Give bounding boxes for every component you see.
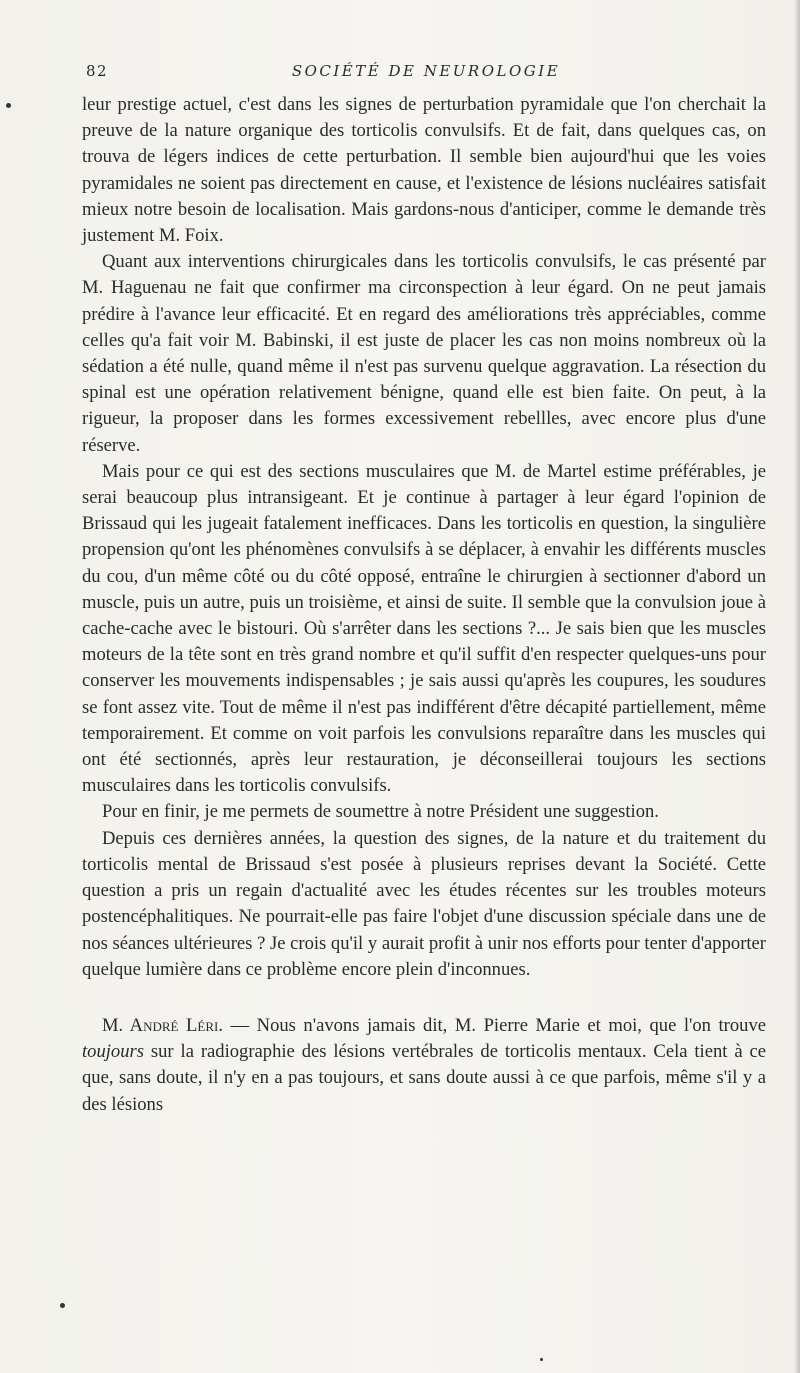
body-text (82, 92, 766, 1118)
speaker-text-after: sur la radiographie des lésions vertébrales de torticolis mentaux. Cela tient à ce que, sans doute, il n'y en a pas toujours, et sans doute aussi à ce que parfois, même s'il y a des lésions (82, 1041, 766, 1115)
speaker-text-before: — Nous n'avons jamais dit, M. Pierre Marie et moi, que l'on trouve (222, 1014, 766, 1036)
paragraph: Quant aux interventions chirurgicales dans les torticolis convulsifs, le cas présenté par M. Haguenau ne fait que confirmer ma circonspection à leur égard. On ne peut jamais prédire à l'avance leur efficacité. Et en regard des améliorations très appréciables, comme celles qu'a fait voir M. Babinski, il est juste de placer les cas non moins nombreux où la sédation a été nulle, quand même il n'est pas survenu quelque aggravation. La résection du spinal est une opération relativement bénigne, quand elle est bien faite. On peut, à la rigueur, la proposer dans les formes excessivement rebellles, avec encore plus d'une réserve. (82, 251, 766, 456)
emphasized-word: toujours (82, 1041, 144, 1063)
running-head: SOCIÉTÉ DE NEUROLOGIE (291, 62, 561, 80)
speaker-paragraph (82, 1013, 766, 1118)
paragraph: Depuis ces dernières années, la question des signes, de la nature et du traitement du torticolis mental de Brissaud s'est posée à plusieurs reprises devant la Société. Cette question a pris un regain d'actualité avec les études récentes sur les troubles moteurs postencéphalitiques. Ne pourrait-elle pas faire l'objet d'une discussion spéciale dans une de nos séances ultérieures ? Je crois qu'il y aurait profit à unir nos efforts pour tenter d'apporter quelque lumière dans ce problème encore plein d'inconnues. (82, 827, 766, 980)
paragraph: Mais pour ce qui est des sections musculaires que M. de Martel estime préférables, je serai beaucoup plus intransigeant. Et je continue à partager à leur égard l'opinion de Brissaud qui les jugeait fatalement inefficaces. Dans les torticolis en question, la singulière propension qu'ont les phénomènes convulsifs à se déplacer, à envahir les différents muscles du cou, d'un même côté ou du côté opposé, entraîne le chirurgien à sectionner d'abord un muscle, puis un autre, puis un troisième, et ainsi de suite. Il semble que la convulsion joue à cache-cache avec le bistouri. Où s'arrêter dans les sections ?... Je sais bien que les muscles moteurs de la tête sont en très grand nombre et qu'il suffit d'en respecter quelques-uns pour conserver les mouvements indispensables ; je sais aussi qu'après les coupures, les soudures se font assez vite. Tout de même il n'est pas indifférent d'être décapité partiellement, même temporairement. Et comme on voit parfois les convulsions reparaître dans les muscles qui ont été sectionnés, après leur restauration, je déconseillerai toujours les sections musculaires dans les torticolis convulsifs. (82, 460, 766, 797)
margin-speck-top (6, 103, 11, 108)
paragraph: leur prestige actuel, c'est dans les signes de perturbation pyramidale que l'on cherchait la preuve de la nature organique des torticolis convulsifs. Et de fait, dans quelques cas, on trouva de légers indices de cette perturbation. Il semble bien aujourd'hui que les voies pyramidales ne soient pas directement en cause, et l'existence de lésions nucléaires satisfait mieux notre besoin de localisation. Mais gardons-nous d'anticiper, comme le demande très justement M. Foix. (82, 94, 766, 247)
footer-speck (540, 1358, 543, 1361)
speaker-name: M. André Léri. (102, 1014, 223, 1036)
page-header (86, 62, 766, 86)
page-number: 82 (86, 62, 109, 80)
page-edge-shadow (794, 0, 800, 1373)
margin-speck-bottom (60, 1303, 65, 1308)
paragraph: Pour en finir, je me permets de soumettre à notre Président une suggestion. (102, 801, 659, 823)
